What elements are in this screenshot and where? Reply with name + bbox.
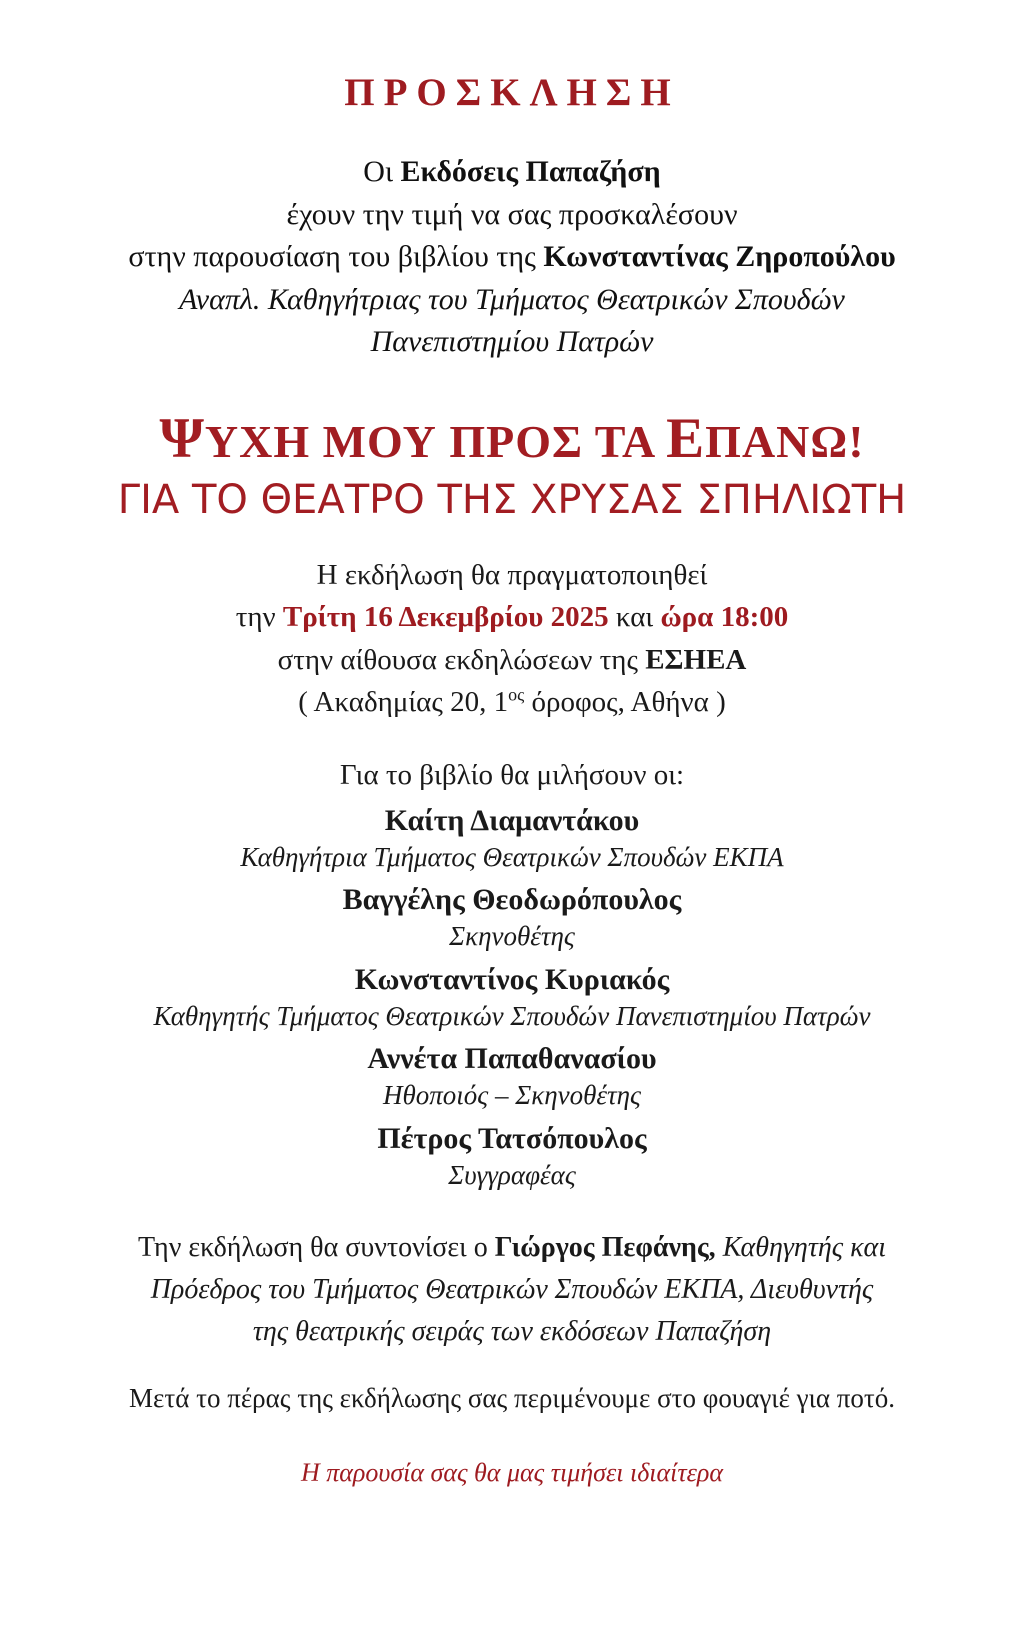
book-subtitle: ΓΙΑ ΤΟ ΘΕΑΤΡΟ ΤΗΣ ΧΡΥΣΑΣ ΣΠΗΛΙΩΤΗ [117,476,907,523]
intro-line-3-prefix: στην παρουσίαση του βιβλίου της [128,240,544,274]
event-address-suffix: όροφος, Αθήνα ) [524,685,726,718]
speaker-name: Κωνσταντίνος Κυριακός [354,962,670,996]
moderator-line-2: Πρόεδρος του Τμήματος Θεατρικών Σπουδών ΕΚΠΑ, Διευθυντής [150,1273,874,1305]
intro-line-1 [128,151,895,194]
book-title-part-1: ΥΧΗ ΜΟΥ ΠΡΟΣ ΤΑ [204,415,667,467]
event-time: ώρα 18:00 [660,601,789,634]
closing-note: Η παρουσία σας θα μας τιμήσει ιδιαίτερα [300,1457,724,1487]
event-address [236,681,789,723]
event-venue-line [236,639,789,681]
event-venue-prefix: στην αίθουσα εκδηλώσεων της [277,643,646,676]
speaker-role: Σκηνοθέτης [449,921,575,952]
book-title-block [118,408,906,524]
speaker-role: Συγγραφέας [448,1160,576,1191]
event-line-1: Η εκδήλωση θα πραγματοποιηθεί [316,558,708,591]
publisher-name: Εκδόσεις Παπαζήση [400,155,661,188]
moderator-title-part: Καθηγητής και [715,1231,887,1263]
moderator-name: Γιώργος Πεφάνης, [494,1231,716,1263]
author-affiliation-line-2: Πανεπιστημίου Πατρών [370,325,654,359]
event-address-ordinal: ος [508,684,525,705]
speaker-role: Καθηγήτρια Τμήματος Θεατρικών Σπουδών ΕΚΠΑ [240,841,784,872]
book-title-initial-2: Ε [666,406,706,470]
moderator-section [138,1227,886,1353]
moderator-line-3: της θεατρικής σειράς των εκδόσεων Παπαζήση [252,1315,772,1347]
intro-line-3 [128,236,895,279]
event-date-conjunction: και [608,601,661,634]
speaker-name: Αννέτα Παπαθανασίου [367,1042,657,1076]
event-address-prefix: ( Ακαδημίας 20, 1 [298,685,509,718]
moderator-prefix: Την εκδήλωση θα συντονίσει ο [137,1231,495,1263]
event-date: Τρίτη 16 Δεκεμβρίου 2025 [282,601,609,634]
event-datetime-line [236,596,789,638]
event-details [236,554,789,723]
book-title-part-2: ΠΑΝΩ! [705,415,865,467]
intro-paragraph [128,151,895,364]
moderator-line-1 [138,1227,886,1269]
speakers-lead: Για το βιβλίο θα μιλήσουν οι: [339,759,685,792]
intro-line-1-prefix: Οι [363,155,401,188]
speaker-role: Ηθοποιός – Σκηνοθέτης [382,1080,642,1111]
speaker-name: Πέτρος Τατσόπουλος [377,1122,647,1156]
intro-line-2: έχουν την τιμή να σας προσκαλέσουν [286,197,738,231]
book-title-initial-1: Ψ [159,406,205,470]
event-venue: ΕΣΗΕΑ [645,643,747,676]
book-title [118,408,906,471]
event-date-prefix: την [235,601,283,634]
author-name: Κωνσταντίνας Ζηροπούλου [543,240,896,274]
page-title: ΠΡΟΣΚΛΗΣΗ [344,71,680,114]
after-event-note: Μετά το πέρας της εκδήλωσης σας περιμένουμε στο φουαγιέ για ποτό. [129,1382,895,1413]
speaker-name: Βαγγέλης Θεοδωρόπουλος [342,883,682,917]
speaker-name: Καίτη Διαμαντάκου [384,803,640,837]
author-affiliation-line-1: Αναπλ. Καθηγήτριας του Τμήματος Θεατρικών Σπουδών [179,282,845,316]
speakers-section [154,757,871,1192]
speaker-role: Καθηγητής Τμήματος Θεατρικών Σπουδών Πανεπιστημίου Πατρών [153,1000,871,1031]
